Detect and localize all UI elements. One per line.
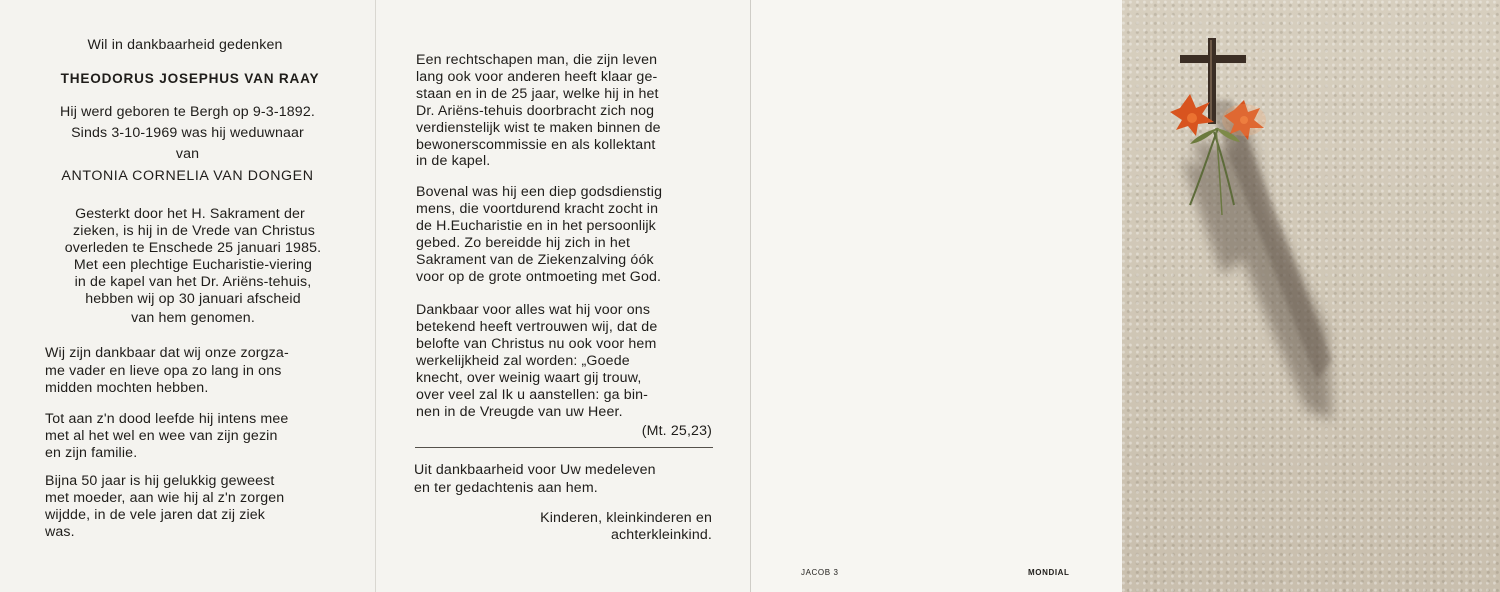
paragraph-line: knecht, over weinig waart gij trouw,: [416, 370, 642, 386]
signoff-line: achterkleinkind.: [611, 527, 712, 543]
paragraph-line: zieken, is hij in de Vrede van Christus: [73, 223, 315, 239]
print-code: JACOB 3: [801, 568, 839, 577]
paragraph-line: gebed. Zo bereidde hij zich in het: [416, 235, 631, 251]
paragraph-line: in de kapel van het Dr. Ariëns-tehuis,: [74, 274, 312, 290]
intro-line: Wil in dankbaarheid gedenken: [87, 37, 283, 53]
printer-brand: MONDIAL: [1028, 568, 1070, 577]
paragraph-line: de H.Eucharistie en in het persoonlijk: [416, 218, 656, 234]
paragraph-line: Een rechtschapen man, die zijn leven: [416, 52, 658, 68]
left-text-panel: [0, 0, 375, 592]
paragraph-line: Bijna 50 jaar is hij gelukkig geweest: [45, 473, 275, 489]
bible-citation: (Mt. 25,23): [641, 423, 712, 439]
blank-back-panel: [750, 0, 1122, 592]
paragraph-line: nen in de Vreugde van uw Heer.: [416, 404, 623, 420]
paragraph-line: mens, die voortdurend kracht zocht in: [416, 201, 659, 217]
paragraph-line: van hem genomen.: [131, 310, 255, 326]
van-line: van: [175, 146, 200, 162]
paragraph-line: in de kapel.: [416, 153, 491, 169]
paragraph-line: werkelijkheid zal worden: „Goede: [416, 353, 630, 369]
signoff-line: Kinderen, kleinkinderen en: [540, 510, 712, 526]
widower-line: Sinds 3-10-1969 was hij weduwnaar: [71, 125, 304, 141]
paragraph-line: was.: [45, 524, 75, 540]
paragraph-line: bewonerscommissie en als kollektant: [416, 137, 656, 153]
paragraph-line: Bovenal was hij een diep godsdienstig: [416, 184, 663, 200]
paragraph-line: Tot aan z'n dood leefde hij intens mee: [45, 411, 289, 427]
paragraph-line: hebben wij op 30 januari afscheid: [85, 291, 301, 307]
paragraph-line: en zijn familie.: [45, 445, 138, 461]
paragraph-line: belofte van Christus nu ook voor hem: [416, 336, 657, 352]
paragraph-line: met moeder, aan wie hij al z'n zorgen: [45, 490, 285, 506]
paragraph-line: Dankbaar voor alles wat hij voor ons: [416, 302, 651, 318]
right-text-panel: [375, 0, 750, 592]
paragraph-line: lang ook voor anderen heeft klaar ge-: [416, 69, 658, 85]
birth-line: Hij werd geboren te Bergh op 9-3-1892.: [60, 104, 315, 120]
paragraph-line: met al het wel en wee van zijn gezin: [45, 428, 278, 444]
paragraph-line: voor op de grote ontmoeting met God.: [416, 269, 662, 285]
paragraph-line: over veel zal Ik u aanstellen: ga bin-: [416, 387, 649, 403]
paragraph-line: Wij zijn dankbaar dat wij onze zorgza-: [45, 345, 289, 361]
paragraph-line: Uit dankbaarheid voor Uw medeleven: [414, 462, 656, 478]
wooden-cross-with-lilies-icon: [1122, 0, 1500, 592]
paragraph-line: midden mochten hebben.: [45, 380, 209, 396]
paragraph-line: betekend heeft vertrouwen wij, dat de: [416, 319, 658, 335]
paragraph-line: en ter gedachtenis aan hem.: [414, 480, 598, 496]
paragraph-line: Dr. Ariëns-tehuis doorbracht zich nog: [416, 103, 655, 119]
cover-photo: [1122, 0, 1500, 592]
paragraph-line: Met een plechtige Eucharistie-viering: [73, 257, 313, 273]
paragraph-line: overleden te Enschede 25 januari 1985.: [64, 240, 322, 256]
paragraph-line: verdienstelijk wist te maken binnen de: [416, 120, 661, 136]
paragraph-line: Gesterkt door het H. Sakrament der: [75, 206, 305, 222]
paragraph-line: Sakrament van de Ziekenzalving óók: [416, 252, 654, 268]
divider: [415, 447, 713, 448]
spouse-name: ANTONIA CORNELIA VAN DONGEN: [61, 168, 314, 184]
deceased-name: THEODORUS JOSEPHUS VAN RAAY: [60, 71, 320, 86]
paragraph-line: wijdde, in de vele jaren dat zij ziek: [45, 507, 266, 523]
paragraph-line: staan en in de 25 jaar, welke hij in het: [416, 86, 659, 102]
paragraph-line: me vader en lieve opa zo lang in ons: [45, 363, 282, 379]
